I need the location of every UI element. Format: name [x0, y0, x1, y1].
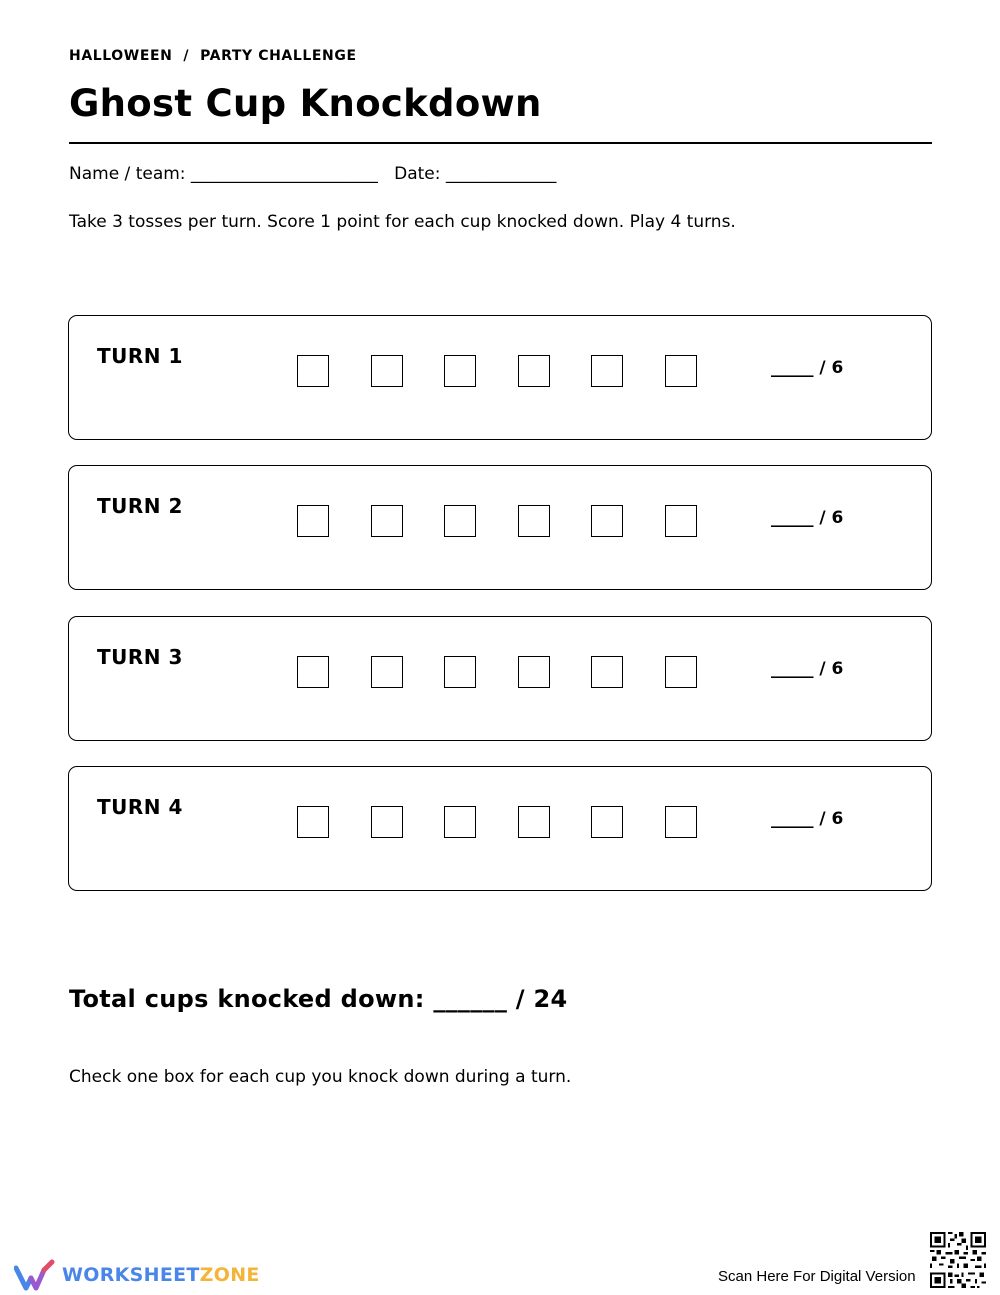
cup-checkbox[interactable]: [297, 505, 329, 537]
logo-text-worksheet: WORKSHEET: [62, 1264, 200, 1286]
page-title: Ghost Cup Knockdown: [69, 82, 542, 125]
cup-checkbox[interactable]: [591, 806, 623, 838]
cup-checkbox[interactable]: [665, 505, 697, 537]
qr-code-icon[interactable]: [930, 1232, 986, 1288]
cup-checkbox[interactable]: [297, 355, 329, 387]
turn-score-blank[interactable]: _____ / 6: [771, 358, 844, 378]
cup-checkbox[interactable]: [591, 355, 623, 387]
turn-label: TURN 2: [97, 494, 183, 518]
total-score-line: Total cups knocked down: ______ / 24: [69, 985, 568, 1013]
turn-card: [68, 616, 932, 741]
turn-card: [68, 315, 932, 440]
instructions-text: Take 3 tosses per turn. Score 1 point for each cup knocked down. Play 4 turns.: [69, 212, 736, 232]
cup-checkbox[interactable]: [665, 806, 697, 838]
logo-text-zone: ZONE: [199, 1264, 260, 1286]
breadcrumb: HALLOWEEN / PARTY CHALLENGE: [69, 48, 357, 64]
cup-checkbox[interactable]: [371, 656, 403, 688]
name-date-fields[interactable]: Name / team: ______________________ Date: _____________: [69, 164, 557, 184]
cup-checkbox[interactable]: [444, 806, 476, 838]
cup-checkbox[interactable]: [371, 505, 403, 537]
cup-checkbox[interactable]: [518, 355, 550, 387]
cup-checkbox[interactable]: [665, 355, 697, 387]
cup-checkbox[interactable]: [371, 355, 403, 387]
cup-checkbox[interactable]: [665, 656, 697, 688]
title-divider: [69, 142, 932, 144]
cup-checkbox[interactable]: [297, 656, 329, 688]
cup-checkbox[interactable]: [444, 355, 476, 387]
cup-checkbox[interactable]: [444, 656, 476, 688]
footnote-text: Check one box for each cup you knock down during a turn.: [69, 1067, 572, 1087]
cup-checkbox[interactable]: [371, 806, 403, 838]
turn-card: [68, 465, 932, 590]
logo-wordmark: [62, 1264, 260, 1286]
cup-checkbox[interactable]: [518, 505, 550, 537]
turn-card: [68, 766, 932, 891]
turn-label: TURN 4: [97, 795, 183, 819]
cup-checkbox[interactable]: [591, 505, 623, 537]
turn-score-blank[interactable]: _____ / 6: [771, 809, 844, 829]
cup-checkbox[interactable]: [297, 806, 329, 838]
cup-checkbox[interactable]: [444, 505, 476, 537]
turn-score-blank[interactable]: _____ / 6: [771, 659, 844, 679]
turn-label: TURN 1: [97, 344, 183, 368]
cup-checkbox[interactable]: [518, 806, 550, 838]
cup-checkbox[interactable]: [518, 656, 550, 688]
turn-label: TURN 3: [97, 645, 183, 669]
turn-score-blank[interactable]: _____ / 6: [771, 508, 844, 528]
cup-checkbox[interactable]: [591, 656, 623, 688]
scan-caption: Scan Here For Digital Version: [718, 1268, 916, 1285]
